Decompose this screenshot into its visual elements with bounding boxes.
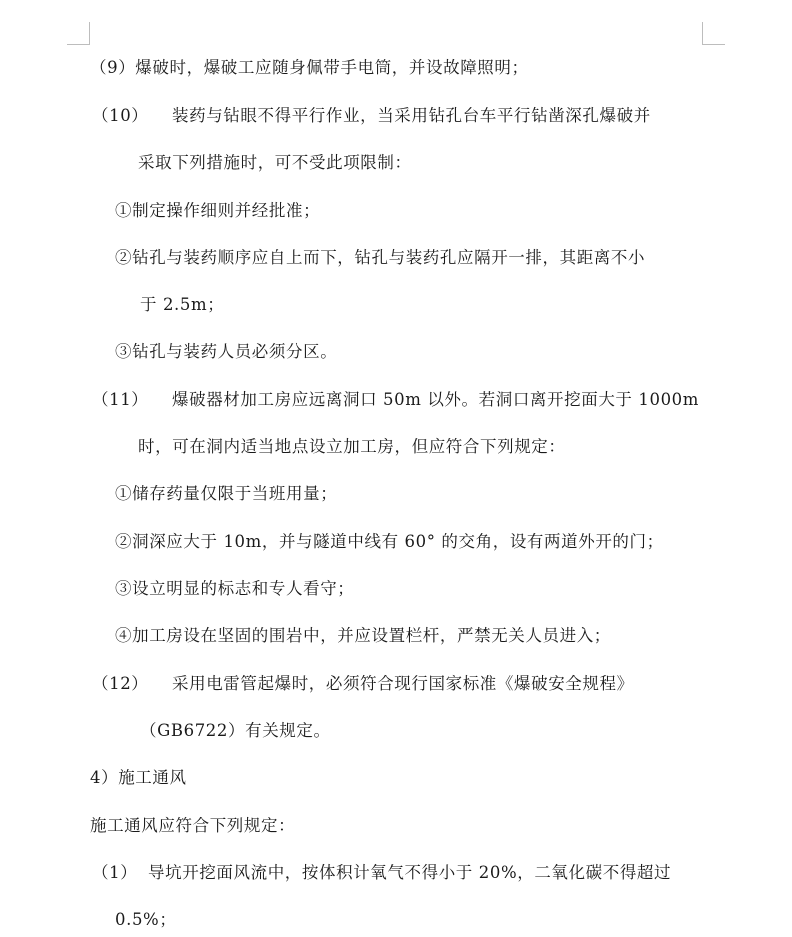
text-line: 施工通风应符合下列规定： xyxy=(90,816,296,835)
item-number: （10） xyxy=(92,106,149,125)
text-line: 爆破器材加工房应远离洞口 50m 以外。若洞口离开挖面大于 1000m xyxy=(172,390,700,409)
text-line: 采用电雷管起爆时，必须符合现行国家标准《爆破安全规程》 xyxy=(172,674,634,693)
text-line: ②洞深应大于 10m，并与隧道中线有 60° 的交角，设有两道外开的门； xyxy=(115,532,664,551)
text-line: 采取下列措施时，可不受此项限制： xyxy=(138,153,412,172)
text-line: ③钻孔与装药人员必须分区。 xyxy=(115,342,338,361)
text-line: ③设立明显的标志和专人看守； xyxy=(115,579,355,598)
text-line: （9）爆破时，爆破工应随身佩带手电筒，并设故障照明； xyxy=(90,58,529,77)
item-number: （12） xyxy=(92,674,149,693)
text-line: ①储存药量仅限于当班用量； xyxy=(115,484,338,503)
text-line: 于 2.5m； xyxy=(140,295,225,314)
text-line: 0.5%； xyxy=(115,910,177,929)
crop-mark-top-left xyxy=(67,22,90,45)
section-heading: 4）施工通风 xyxy=(90,768,187,787)
text-line: （GB6722）有关规定。 xyxy=(140,721,331,740)
text-line: 导坑开挖面风流中，按体积计氧气不得小于 20%，二氧化碳不得超过 xyxy=(148,863,672,882)
item-number: （11） xyxy=(92,390,149,409)
item-number: （1） xyxy=(92,863,138,882)
text-line: ②钻孔与装药顺序应自上而下，钻孔与装药孔应隔开一排，其距离不小 xyxy=(115,248,646,267)
text-line: ④加工房设在坚固的围岩中，并应设置栏杆，严禁无关人员进入； xyxy=(115,626,611,645)
crop-mark-top-right xyxy=(702,22,725,45)
text-line: 时，可在洞内适当地点设立加工房，但应符合下列规定： xyxy=(138,437,566,456)
text-line: ①制定操作细则并经批准； xyxy=(115,201,321,220)
text-line: 装药与钻眼不得平行作业，当采用钻孔台车平行钻凿深孔爆破并 xyxy=(172,106,651,125)
